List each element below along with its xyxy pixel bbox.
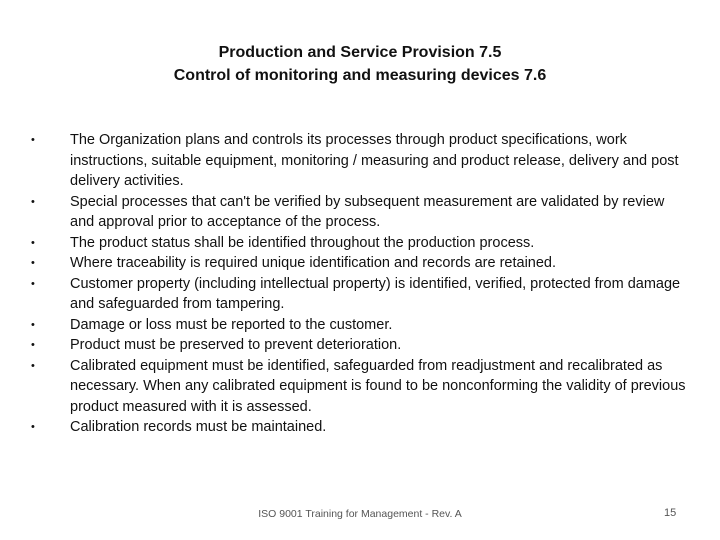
title-line-1: Production and Service Provision 7.5 <box>218 44 502 61</box>
bullet-icon: • <box>31 195 35 208</box>
bullet-text: Calibration records must be maintained. <box>70 419 327 435</box>
bullet-item <box>31 130 690 192</box>
bullet-text: The Organization plans and controls its processes through product specifications, work instructions, suitable equipment, monitoring / measuring and product release, delivery and post delivery activities. <box>70 132 679 189</box>
bullet-text: Customer property (including intellectual property) is identified, verified, protected from damage and safeguarded from tampering. <box>70 275 681 312</box>
bullet-text: Where traceability is required unique identification and records are retained. <box>70 255 557 271</box>
slide-title <box>0 41 720 87</box>
bullet-text: Damage or loss must be reported to the customer. <box>70 316 393 333</box>
bullet-icon: • <box>31 236 35 249</box>
bullet-item <box>31 274 690 315</box>
bullet-item <box>31 253 690 274</box>
bullet-text: Product must be preserved to prevent deterioration. <box>70 337 402 353</box>
bullet-text: Special processes that can't be verified by subsequent measurement are validated by review and approval prior to acceptance of the process. <box>70 193 665 230</box>
slide-footer: ISO 9001 Training for Management - Rev. A <box>258 508 462 520</box>
bullet-item <box>31 233 690 254</box>
bullet-icon: • <box>31 421 35 433</box>
bullet-item <box>31 335 690 356</box>
bullet-text: The product status shall be identified throughout the production process. <box>70 234 535 251</box>
bullet-icon: • <box>31 134 35 146</box>
page-number: 15 <box>664 507 677 519</box>
bullet-icon: • <box>31 339 35 351</box>
bullet-item <box>31 192 690 233</box>
bullet-icon: • <box>31 359 35 372</box>
title-line-2: Control of monitoring and measuring devices 7.6 <box>173 67 547 84</box>
bullet-icon: • <box>31 277 35 290</box>
bullet-item <box>31 315 690 336</box>
bullet-icon: • <box>31 318 35 331</box>
bullet-list <box>31 130 690 438</box>
bullet-item <box>31 356 690 418</box>
bullet-item <box>31 417 690 438</box>
bullet-icon: • <box>31 257 35 269</box>
bullet-text: Calibrated equipment must be identified, safeguarded from readjustment and recalibrated as necessary. When any calibrated equipment is found to be nonconforming the validity of previous product measured with it is assessed. <box>70 357 686 415</box>
